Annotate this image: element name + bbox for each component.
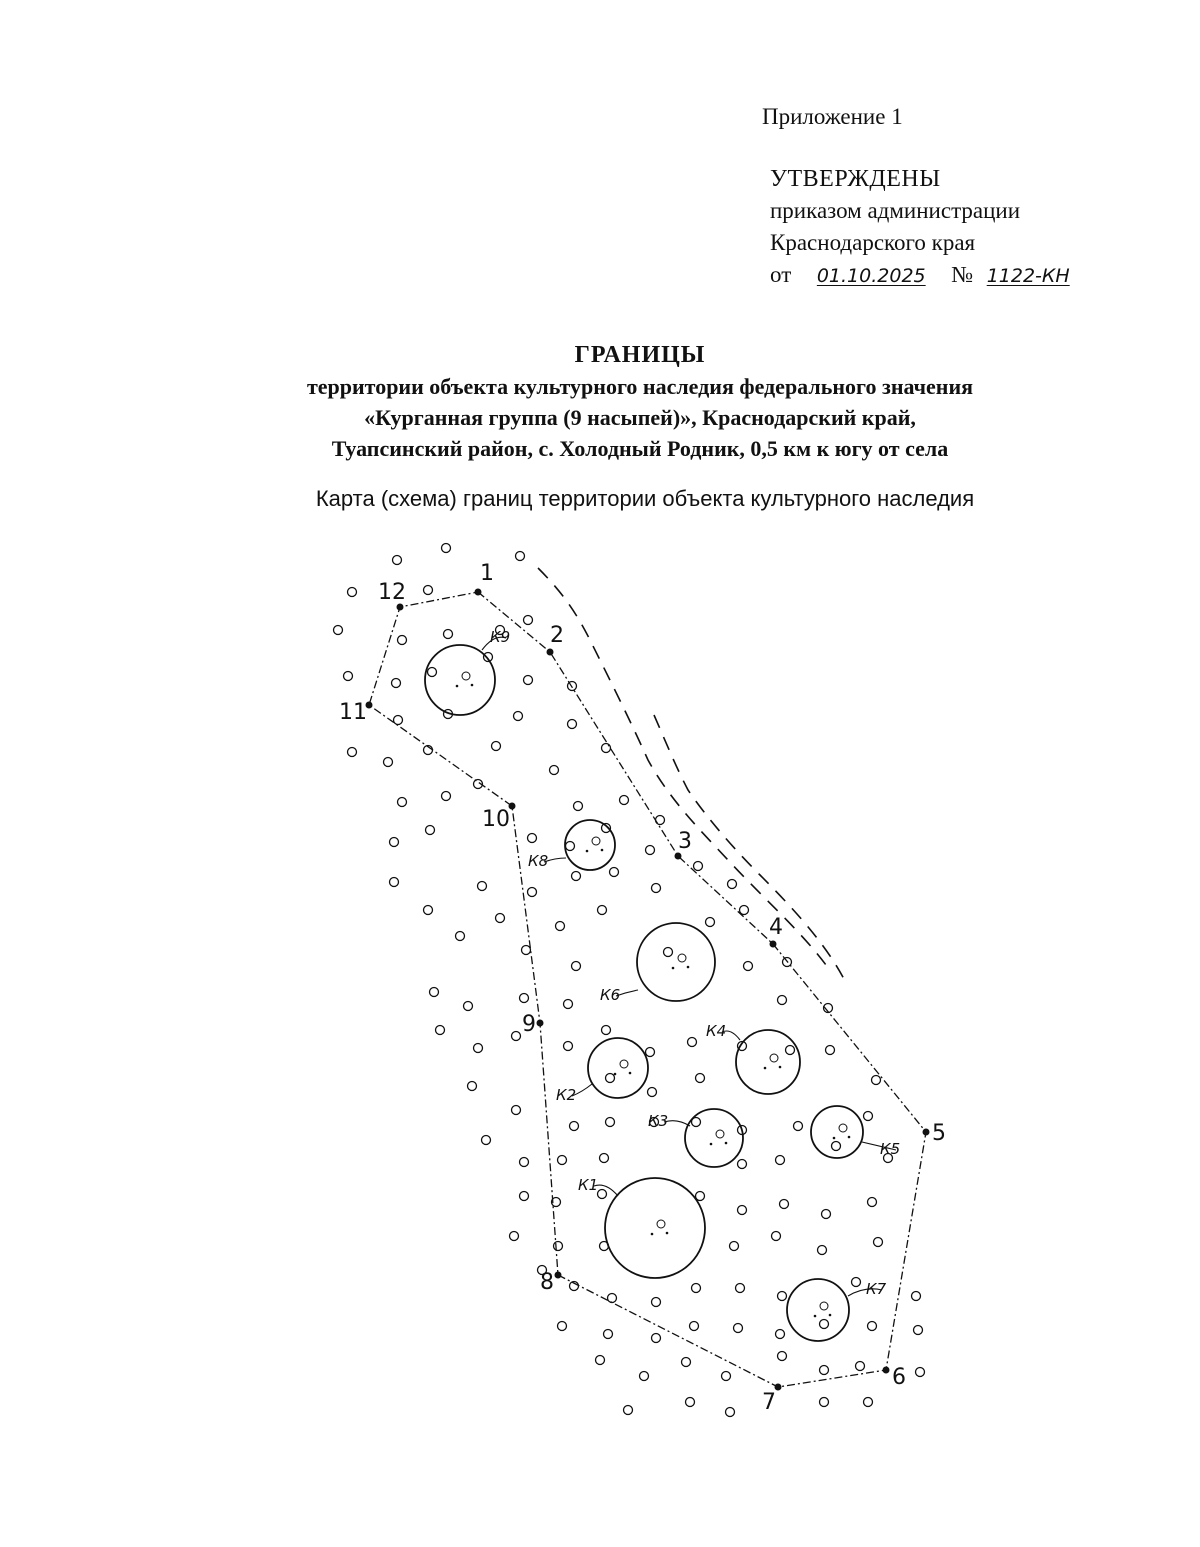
tree-marker bbox=[734, 1324, 743, 1333]
mound-label: К5 bbox=[880, 1140, 901, 1158]
tree-marker bbox=[696, 1074, 705, 1083]
mound-К6 bbox=[637, 923, 715, 1001]
tree-marker bbox=[864, 1112, 873, 1121]
mound-marker bbox=[829, 1314, 832, 1317]
tree-marker bbox=[574, 802, 583, 811]
tree-marker bbox=[393, 556, 402, 565]
tree-marker bbox=[686, 1398, 695, 1407]
tree-marker bbox=[394, 716, 403, 725]
tree-marker bbox=[664, 948, 673, 957]
mound-circles bbox=[425, 628, 900, 1341]
tree-marker bbox=[398, 798, 407, 807]
tree-marker bbox=[640, 1372, 649, 1381]
tree-marker bbox=[624, 1406, 633, 1415]
mound-marker bbox=[820, 1302, 828, 1310]
tree-marker bbox=[646, 846, 655, 855]
tree-marker bbox=[872, 1076, 881, 1085]
tree-marker bbox=[738, 1160, 747, 1169]
number-prefix: № bbox=[951, 262, 974, 287]
tree-marker bbox=[516, 552, 525, 561]
tree-marker bbox=[430, 988, 439, 997]
tree-marker bbox=[424, 906, 433, 915]
tree-marker bbox=[390, 838, 399, 847]
tree-marker bbox=[682, 1358, 691, 1367]
road-edge-outer bbox=[538, 568, 826, 965]
mound-marker bbox=[456, 685, 459, 688]
date-prefix: от bbox=[770, 262, 792, 287]
boundary-point-label: 12 bbox=[378, 580, 406, 605]
tree-marker bbox=[648, 1088, 657, 1097]
tree-marker bbox=[468, 1082, 477, 1091]
handwritten-date: 01.10.2025 bbox=[816, 265, 926, 287]
mound-marker bbox=[779, 1066, 782, 1069]
tree-marker bbox=[606, 1118, 615, 1127]
mound-marker bbox=[839, 1124, 847, 1132]
appendix-label: Приложение 1 bbox=[762, 104, 903, 129]
mound-label: К7 bbox=[866, 1280, 887, 1298]
mound-К2 bbox=[588, 1038, 648, 1098]
mound-label: К4 bbox=[706, 1022, 727, 1040]
mound-К7 bbox=[787, 1279, 849, 1341]
tree-marker bbox=[914, 1326, 923, 1335]
tree-marker bbox=[694, 862, 703, 871]
mound-marker bbox=[687, 966, 690, 969]
mound-К4 bbox=[736, 1030, 800, 1094]
boundary-point-label: 9 bbox=[522, 1012, 536, 1037]
tree-marker bbox=[602, 1026, 611, 1035]
tree-marker bbox=[550, 766, 559, 775]
tree-marker bbox=[436, 1026, 445, 1035]
tree-marker bbox=[652, 1334, 661, 1343]
boundary-point-label: 10 bbox=[482, 807, 510, 832]
mound-marker bbox=[678, 954, 686, 962]
mound-marker bbox=[716, 1130, 724, 1138]
mound-marker bbox=[657, 1220, 665, 1228]
tree-marker bbox=[566, 842, 575, 851]
mound-К3 bbox=[685, 1109, 743, 1167]
tree-marker bbox=[856, 1362, 865, 1371]
tree-marker bbox=[652, 884, 661, 893]
tree-marker bbox=[740, 906, 749, 915]
tree-marker bbox=[600, 1154, 609, 1163]
mound-marker bbox=[471, 684, 474, 687]
map-caption: Карта (схема) границ территории объекта культурного наследия bbox=[315, 486, 975, 511]
mound-К1 bbox=[605, 1178, 705, 1278]
tree-marker bbox=[564, 1042, 573, 1051]
tree-marker bbox=[456, 932, 465, 941]
mound-marker bbox=[848, 1136, 851, 1139]
mound-marker bbox=[770, 1054, 778, 1062]
mound-marker bbox=[629, 1072, 632, 1075]
road-dashed-lines bbox=[538, 568, 847, 985]
tree-marker bbox=[826, 1046, 835, 1055]
tree-marker bbox=[818, 1246, 827, 1255]
boundary-point-1 bbox=[475, 589, 482, 596]
tree-marker bbox=[652, 1298, 661, 1307]
mound-marker bbox=[592, 837, 600, 845]
tree-marker bbox=[690, 1322, 699, 1331]
boundary-point-label: 2 bbox=[550, 623, 564, 648]
tree-marker bbox=[598, 1190, 607, 1199]
tree-marker bbox=[778, 1292, 787, 1301]
tree-marker bbox=[528, 888, 537, 897]
mound-label: К8 bbox=[528, 852, 549, 870]
tree-marker bbox=[482, 1136, 491, 1145]
boundary-point-label: 1 bbox=[480, 561, 494, 586]
mound-marker bbox=[614, 1073, 617, 1076]
tree-marker bbox=[776, 1330, 785, 1339]
tree-marker bbox=[692, 1284, 701, 1293]
tree-marker bbox=[558, 1156, 567, 1165]
tree-marker bbox=[398, 636, 407, 645]
boundary-point-5 bbox=[923, 1129, 930, 1136]
tree-marker bbox=[510, 1232, 519, 1241]
tree-marker bbox=[426, 826, 435, 835]
approval-line-2: Краснодарского края bbox=[770, 230, 976, 255]
tree-marker bbox=[572, 962, 581, 971]
tree-marker bbox=[736, 1284, 745, 1293]
tree-marker bbox=[912, 1292, 921, 1301]
mound-marker bbox=[833, 1137, 836, 1140]
tree-marker bbox=[334, 626, 343, 635]
tree-marker bbox=[428, 668, 437, 677]
tree-marker bbox=[596, 1356, 605, 1365]
mound-marker bbox=[620, 1060, 628, 1068]
mound-marker bbox=[672, 967, 675, 970]
tree-marker bbox=[602, 744, 611, 753]
tree-marker bbox=[390, 878, 399, 887]
boundary-point-label: 4 bbox=[769, 915, 783, 940]
tree-marker bbox=[820, 1398, 829, 1407]
tree-marker bbox=[728, 880, 737, 889]
tree-marker bbox=[608, 1294, 617, 1303]
tree-marker bbox=[738, 1206, 747, 1215]
tree-marker bbox=[780, 1200, 789, 1209]
boundary-point-6 bbox=[883, 1367, 890, 1374]
boundary-point-label: 11 bbox=[339, 700, 367, 725]
tree-marker bbox=[558, 1322, 567, 1331]
tree-marker bbox=[822, 1210, 831, 1219]
mound-marker bbox=[462, 672, 470, 680]
tree-marker bbox=[688, 1038, 697, 1047]
tree-marker bbox=[794, 1122, 803, 1131]
mound-marker bbox=[764, 1067, 767, 1070]
tree-marker bbox=[512, 1032, 521, 1041]
mound-К9 bbox=[425, 645, 495, 715]
tree-marker bbox=[722, 1372, 731, 1381]
tree-marker bbox=[464, 1002, 473, 1011]
tree-marker bbox=[820, 1366, 829, 1375]
tree-marker bbox=[496, 914, 505, 923]
title-line-1: ГРАНИЦЫ bbox=[574, 342, 706, 368]
tree-marker bbox=[646, 1048, 655, 1057]
tree-marker bbox=[522, 946, 531, 955]
mound-marker bbox=[651, 1233, 654, 1236]
tree-marker bbox=[348, 748, 357, 757]
tree-marker bbox=[564, 1000, 573, 1009]
tree-marker bbox=[832, 1142, 841, 1151]
tree-marker bbox=[520, 994, 529, 1003]
handwritten-number: 1122-КН bbox=[986, 265, 1070, 287]
tree-marker bbox=[778, 996, 787, 1005]
tree-marker bbox=[348, 588, 357, 597]
tree-marker bbox=[916, 1368, 925, 1377]
tree-marker bbox=[520, 1192, 529, 1201]
tree-marker bbox=[852, 1278, 861, 1287]
tree-marker bbox=[864, 1398, 873, 1407]
tree-marker bbox=[726, 1408, 735, 1417]
boundary-point-label: 7 bbox=[762, 1390, 776, 1415]
mound-marker bbox=[586, 850, 589, 853]
boundary-point-9 bbox=[537, 1020, 544, 1027]
mound-label: К3 bbox=[648, 1112, 669, 1130]
tree-marker bbox=[820, 1320, 829, 1329]
boundary-point-8 bbox=[555, 1272, 562, 1279]
tree-marker bbox=[524, 676, 533, 685]
tree-marker bbox=[570, 1122, 579, 1131]
boundary-point-label: 6 bbox=[892, 1365, 906, 1390]
tree-marker bbox=[610, 868, 619, 877]
tree-marker bbox=[554, 1242, 563, 1251]
mound-marker bbox=[710, 1143, 713, 1146]
boundary-point-label: 3 bbox=[678, 829, 692, 854]
tree-marker bbox=[868, 1198, 877, 1207]
tree-marker bbox=[444, 630, 453, 639]
mound-label: К1 bbox=[578, 1176, 599, 1194]
tree-marker bbox=[730, 1242, 739, 1251]
tree-marker bbox=[778, 1352, 787, 1361]
tree-marker bbox=[424, 586, 433, 595]
tree-marker bbox=[528, 834, 537, 843]
boundary-point-4 bbox=[770, 941, 777, 948]
tree-marker bbox=[392, 679, 401, 688]
mound-label: К6 bbox=[600, 986, 621, 1004]
tree-marker bbox=[744, 962, 753, 971]
mound-К8 bbox=[565, 820, 615, 870]
tree-marker bbox=[492, 742, 501, 751]
approval-title: УТВЕРЖДЕНЫ bbox=[770, 166, 941, 192]
tree-marker bbox=[874, 1238, 883, 1247]
mound-marker bbox=[725, 1142, 728, 1145]
tree-marker bbox=[384, 758, 393, 767]
boundary-point-label: 8 bbox=[540, 1270, 554, 1295]
tree-marker bbox=[620, 796, 629, 805]
tree-marker bbox=[572, 872, 581, 881]
tree-marker bbox=[524, 616, 533, 625]
tree-marker bbox=[568, 720, 577, 729]
mound-marker bbox=[601, 849, 604, 852]
mound-marker bbox=[666, 1232, 669, 1235]
tree-marker bbox=[604, 1330, 613, 1339]
boundary-point-label: 5 bbox=[932, 1121, 946, 1146]
mound-label: К9 bbox=[490, 628, 511, 646]
tree-marker bbox=[606, 1074, 615, 1083]
tree-marker bbox=[706, 918, 715, 927]
title-line-4: Туапсинский район, с. Холодный Родник, 0,5 км к югу от села bbox=[331, 436, 949, 461]
tree-marker bbox=[556, 922, 565, 931]
tree-marker bbox=[786, 1046, 795, 1055]
mound-marker bbox=[814, 1315, 817, 1318]
tree-marker bbox=[344, 672, 353, 681]
tree-marker bbox=[868, 1322, 877, 1331]
tree-marker bbox=[772, 1232, 781, 1241]
tree-marker bbox=[442, 544, 451, 553]
tree-marker bbox=[478, 882, 487, 891]
tree-marker bbox=[598, 906, 607, 915]
tree-marker bbox=[520, 1158, 529, 1167]
title-line-3: «Курганная группа (9 насыпей)», Краснодарский край, bbox=[364, 405, 916, 430]
tree-marker bbox=[442, 792, 451, 801]
mound-label: К2 bbox=[556, 1086, 577, 1104]
tree-marker bbox=[514, 712, 523, 721]
title-line-2: территории объекта культурного наследия федерального значения bbox=[306, 374, 974, 399]
tree-marker bbox=[776, 1156, 785, 1165]
boundary-point-2 bbox=[547, 649, 554, 656]
approval-line-1: приказом администрации bbox=[770, 198, 1021, 223]
tree-marker bbox=[474, 1044, 483, 1053]
tree-marker bbox=[512, 1106, 521, 1115]
